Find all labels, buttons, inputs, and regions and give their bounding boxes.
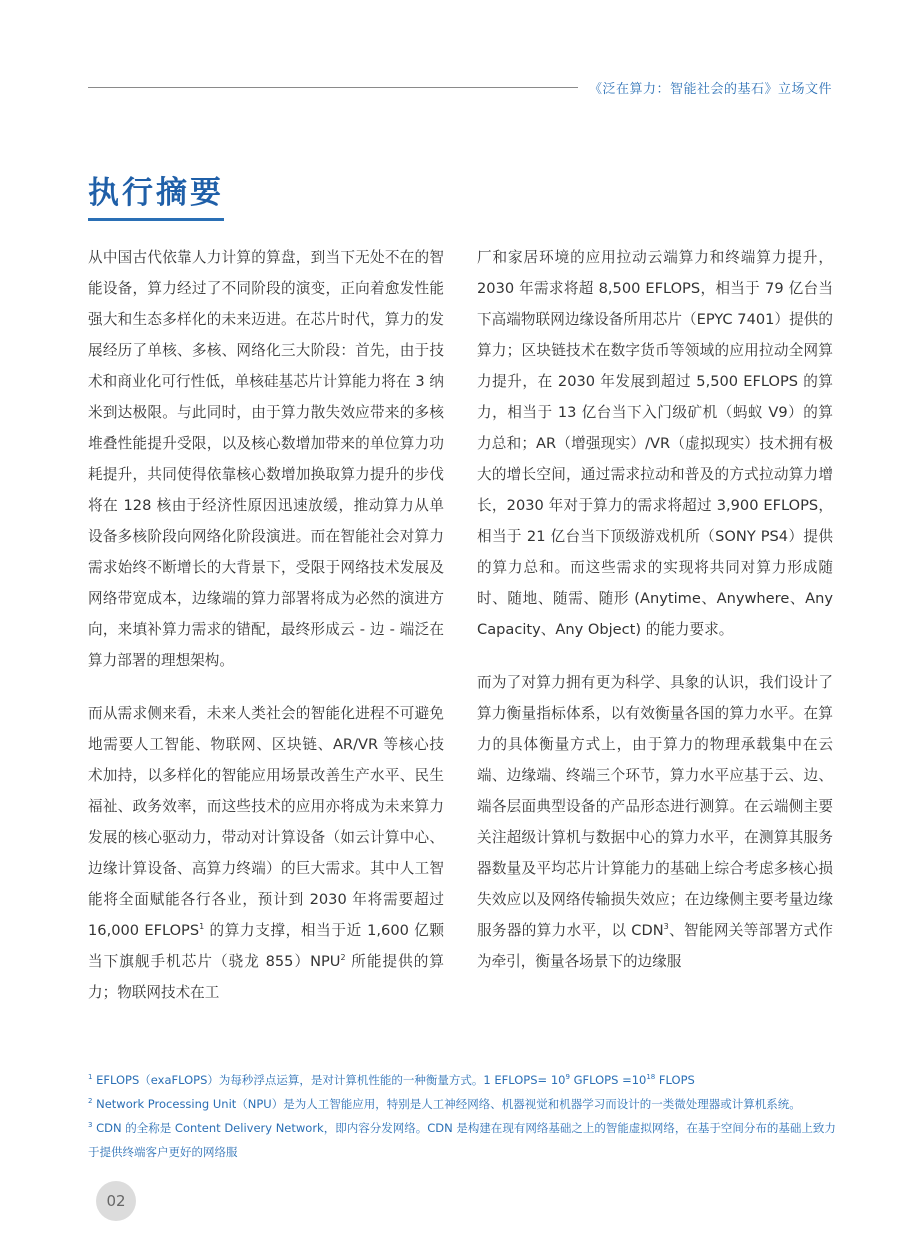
footnote-mark: 3 xyxy=(88,1121,93,1130)
footnote-ref: 3 xyxy=(663,922,669,932)
footnote-mark: 2 xyxy=(88,1097,93,1106)
left-text-column xyxy=(88,242,444,1030)
footnote-ref: 2 xyxy=(340,953,346,963)
paragraph: 从中国古代依靠人力计算的算盘，到当下无处不在的智能设备，算力经过了不同阶段的演变，正向着愈发性能强大和生态多样化的未来迈进。在芯片时代，算力的发展经历了单核、多核、网络化三大阶段：首先，由于技术和商业化可行性低，单核硅基芯片计算能力将在 3 纳米到达极限。与此同时，由于算力散失效应带来的多核堆叠性能提升受限，以及核心数增加带来的单位算力功耗提升，共同使得依靠核心数增加换取算力提升的步伐将在 128 核由于经济性原因迅速放缓，推动算力从单设备多核阶段向网络化阶段演进。而在智能社会对算力需求始终不断增长的大背景下，受限于网络技术发展及网络带宽成本，边缘端的算力部署将成为必然的演进方向，来填补算力需求的错配，最终形成云 - 边 - 端泛在算力部署的理想架构。 xyxy=(88,249,444,669)
footnotes xyxy=(88,1068,838,1164)
footnote-text: CDN 的全称是 Content Delivery Network，即内容分发网络。CDN 是构建在现有网络基础之上的智能虚拟网络，在基于空间分布的基础上致力于提供终端客户更好的网络服 xyxy=(88,1121,836,1159)
page-number: 02 xyxy=(106,1192,126,1210)
paragraph xyxy=(477,667,833,977)
footnote-text: GFLOPS =10 xyxy=(569,1073,647,1087)
paragraph-text: 的算力支撑，相当于近 1,600 亿颗当下旗舰手机芯片（骁龙 855）NPU xyxy=(88,922,444,970)
page-number-badge xyxy=(96,1181,136,1221)
footnote-text: FLOPS xyxy=(655,1073,695,1087)
exponent: 18 xyxy=(646,1073,656,1082)
header-divider xyxy=(88,87,578,88)
document-title: 《泛在算力：智能社会的基石》立场文件 xyxy=(588,82,832,97)
footnote-text: EFLOPS（exaFLOPS）为每秒浮点运算，是对计算机性能的一种衡量方式。1 EFLOPS= 10 xyxy=(92,1073,566,1087)
footnote-2 xyxy=(88,1092,838,1116)
paragraph: 厂和家居环境的应用拉动云端算力和终端算力提升，2030 年需求将超 8,500 EFLOPS，相当于 79 亿台当下高端物联网边缘设备所用芯片（EPYC 7401）提供的算力；区块链技术在数字货币等领域的应用拉动全网算力提升，在 2030 年发展到超过 5,500 EFLOPS 的算力，相当于 13 亿台当下入门级矿机（蚂蚁 V9）的算力总和；AR（增强现实）/VR（虚拟现实）技术拥有极大的增长空间，通过需求拉动和普及的方式拉动算力增长，2030 年对于算力的需求将超过 3,900 EFLOPS，相当于 21 亿台当下顶级游戏机所（SONY PS4）提供的算力总和。而这些需求的实现将共同对算力形成随时、随地、随需、随形 (Anytime、Anywhere、Any Capacity、Any Object) 的能力要求。 xyxy=(477,249,833,638)
footnote-text: Network Processing Unit（NPU）是为人工智能应用，特别是人工神经网络、机器视觉和机器学习而设计的一类微处理器或计算机系统。 xyxy=(92,1097,801,1111)
paragraph xyxy=(88,698,444,1008)
footnote-mark: 1 xyxy=(88,1073,93,1082)
paragraph-text: 而从需求侧来看，未来人类社会的智能化进程不可避免地需要人工智能、物联网、区块链、AR/VR 等核心技术加持，以多样化的智能应用场景改善生产水平、民生福祉、政务效率，而这些技术的应用亦将成为未来算力发展的核心驱动力，带动对计算设备（如云计算中心、边缘计算设备、高算力终端）的巨大需求。其中人工智能将全面赋能各行各业，预计到 2030 年将需要超过 16,000 EFLOPS xyxy=(88,705,444,939)
exponent: 9 xyxy=(565,1073,570,1082)
section-heading: 执行摘要 xyxy=(88,174,224,221)
paragraph-text: 而为了对算力拥有更为科学、具象的认识，我们设计了算力衡量指标体系，以有效衡量各国的算力水平。在算力的具体衡量方式上，由于算力的物理承载集中在云端、边缘端、终端三个环节，算力水平应基于云、边、端各层面典型设备的产品形态进行测算。在云端侧主要关注超级计算机与数据中心的算力水平，在测算其服务器数量及平均芯片计算能力的基础上综合考虑多核心损失效应以及网络传输损失效应；在边缘侧主要考量边缘服务器的算力水平，以 CDN xyxy=(477,674,833,939)
footnote-1 xyxy=(88,1068,838,1092)
right-text-column xyxy=(477,242,833,999)
paragraph-text: 、智能网关等部署方式作为牵引，衡量各场景下的边缘服 xyxy=(477,922,833,970)
footnote-3 xyxy=(88,1116,838,1164)
paragraph-text: 所能提供的算力；物联网技术在工 xyxy=(88,953,444,1001)
footnote-ref: 1 xyxy=(199,922,205,932)
